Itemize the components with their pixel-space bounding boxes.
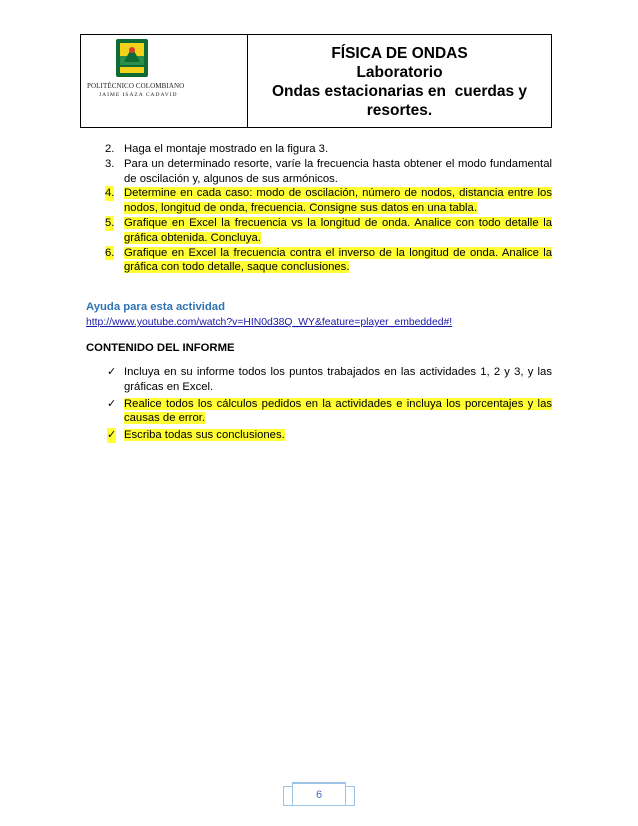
checkmark-icon: ✓ (107, 397, 117, 410)
page-number: 6 (292, 782, 346, 806)
checkmark-icon: ✓ (107, 366, 117, 378)
logo-subname: JAIME ISAZA CADAVID (99, 92, 178, 98)
title-line-4: resortes. (366, 102, 433, 119)
list-item (86, 157, 552, 187)
step-text: Grafique en Excel la frecuencia vs la longitud de onda. Analice con todo detalle la gráfica obtenida. Concluya. (124, 216, 552, 244)
step-number: 6. (105, 246, 115, 259)
title-line-2: Laboratorio (356, 64, 443, 81)
report-item-text: Incluya en su informe todos los puntos trabajados en las actividades 1, 2 y 3, y las gráficas en Excel. (124, 366, 552, 393)
step-number: 5. (105, 216, 115, 229)
report-checklist (86, 365, 552, 443)
list-item (86, 365, 552, 395)
report-heading: CONTENIDO DEL INFORME (86, 342, 235, 354)
politecnico-crest-icon (115, 38, 149, 78)
youtube-link[interactable]: http://www.youtube.com/watch?v=HIN0d38Q_WY&feature=player_embedded#! (86, 317, 453, 328)
activity-steps-list (86, 142, 552, 275)
report-item-text: Escriba todas sus conclusiones. (124, 429, 285, 442)
help-link-line (86, 317, 452, 328)
list-item (86, 428, 552, 443)
step-text: Determine en cada caso: modo de oscilación, número de nodos, distancia entre los nodos, longitud de onda, frecuencia. Consigne sus datos en una tabla. (124, 187, 552, 215)
step-number: 3. (105, 157, 115, 170)
list-item (86, 142, 552, 157)
document-title (248, 35, 551, 127)
list-item (86, 216, 552, 246)
step-text: Para un determinado resorte, varíe la frecuencia hasta obtener el modo fundamental de oscilación y, algunos de sus armónicos. (124, 157, 552, 185)
page-content (86, 142, 552, 275)
header-table (80, 34, 552, 128)
logo-name: POLITÉCNICO COLOMBIANO (87, 82, 185, 90)
report-section (86, 365, 552, 445)
checkmark-icon: ✓ (107, 429, 117, 442)
help-heading: Ayuda para esta actividad (86, 301, 225, 313)
step-number: 4. (105, 187, 115, 200)
list-item (86, 186, 552, 216)
step-text: Grafique en Excel la frecuencia contra el inverso de la longitud de onda. Analice la gráfica con todo detalle, saque conclusiones. (124, 246, 552, 274)
step-text: Haga el montaje mostrado en la figura 3. (124, 143, 329, 155)
step-number: 2. (105, 143, 115, 155)
logo-cell (81, 35, 248, 127)
title-line-3: Ondas estacionarias en cuerdas y (271, 83, 527, 100)
list-item (86, 246, 552, 276)
report-item-text: Realice todos los cálculos pedidos en la actividades e incluya los porcentajes y las causas de error. (124, 397, 552, 425)
list-item (86, 397, 552, 427)
title-line-1: FÍSICA DE ONDAS (331, 45, 468, 62)
